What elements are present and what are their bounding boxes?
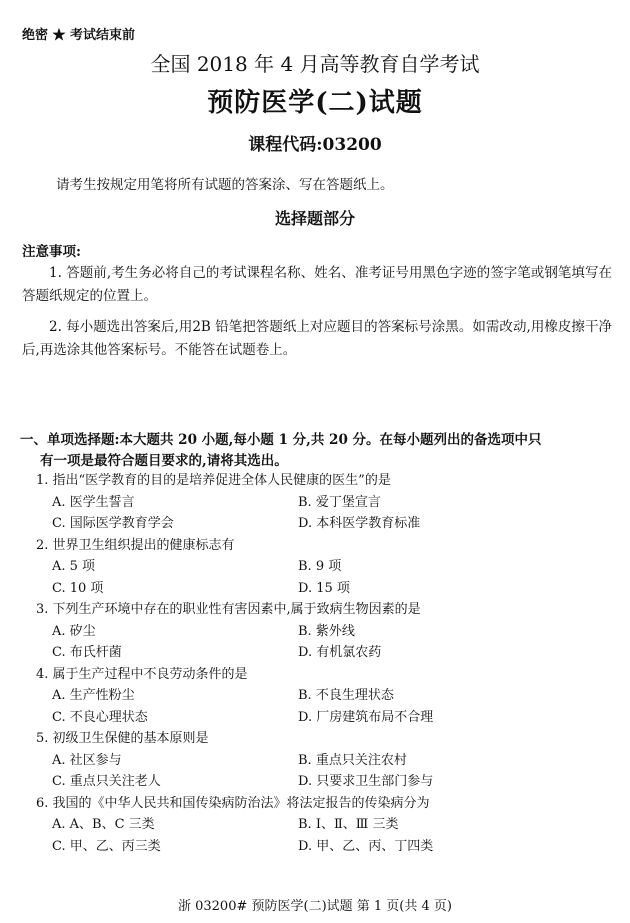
option-c: C. 不良心理状态 [52,709,148,725]
subject-title: 预防医学(二)试题 [207,88,423,118]
option-a: A. A、B、C 三类 [52,817,155,832]
note-item: 2. 每小题选出答案后,用2B 铅笔把答题纸上对应题目的答案标号涂黑。如需改动,用橡皮擦干净后,再选涂其他答案标号。不能答在试题卷上。 [22,319,612,358]
question-stem: 2. 世界卫生组织提出的健康标志有 [36,537,235,553]
page-footer: 浙 03200# 预防医学(二)试题 第 1 页(共 4 页) [177,899,452,914]
section-heading-line: 一、单项选择题:本大题共 20 小题,每小题 1 分,共 20 分。在每小题列出的备选项中只 [20,432,542,448]
option-b: B. 重点只关注农村 [298,752,407,768]
option-d: D. 15 项 [298,580,350,596]
confidential-mark: 绝密 ★ 考试结束前 [22,28,136,43]
option-b: B. 9 项 [298,559,342,574]
option-b: B. 紫外线 [298,623,355,639]
option-b: B. 不良生理状态 [298,688,394,703]
question [36,535,596,600]
question-list [36,470,596,857]
option-d: D. 本科医学教育标准 [298,516,421,531]
course-code: 课程代码:03200 [248,135,382,155]
option-d: D. 只要求卫生部门参与 [298,774,434,789]
question-stem: 5. 初级卫生保健的基本原则是 [36,731,209,746]
option-c: C. 重点只关注老人 [52,774,161,789]
question [36,470,596,535]
option-b: B. 爱丁堡宣言 [298,494,381,510]
option-a: A. 5 项 [52,559,96,574]
option-a: A. 医学生誓言 [52,494,135,510]
option-d: D. 厂房建筑布局不合理 [298,709,434,725]
note-item: 1. 答题前,考生务必将自己的考试课程名称、姓名、准考证号用黑色字迹的签字笔或钢笔填写在答题纸规定的位置上。 [22,265,612,304]
question [36,599,596,664]
option-d: D. 甲、乙、丙、丁四类 [298,838,434,854]
option-c: C. 甲、乙、丙三类 [52,838,161,854]
question [36,664,596,729]
answer-instruction: 请考生按规定用笔将所有试题的答案涂、写在答题纸上。 [56,177,394,193]
option-b: B. Ⅰ、Ⅱ、Ⅲ 三类 [298,817,399,832]
option-d: D. 有机氯农药 [298,645,382,660]
question-stem: 4. 属于生产过程中不良劳动条件的是 [36,666,248,682]
option-c: C. 10 项 [52,580,104,596]
question-stem: 3. 下列生产环境中存在的职业性有害因素中,属于致病生物因素的是 [36,602,421,617]
question [36,793,596,858]
question-stem: 1. 指出“医学教育的目的是培养促进全体人民健康的医生”的是 [36,473,391,488]
exam-title: 全国 2018 年 4 月高等教育自学考试 [150,52,480,76]
option-a: A. 矽尘 [52,623,96,639]
question [36,728,596,793]
option-a: A. 社区参与 [52,752,122,768]
option-c: C. 国际医学教育学会 [52,516,174,531]
question-stem: 6. 我国的《中华人民共和国传染病防治法》将法定报告的传染病分为 [36,795,430,811]
section-heading-line: 有一项是最符合题目要求的,请将其选出。 [40,453,288,469]
notes-heading: 注意事项: [22,244,81,260]
option-c: C. 布氏杆菌 [52,645,122,660]
option-a: A. 生产性粉尘 [52,688,135,703]
section-heading [20,430,610,472]
part-title: 选择题部分 [274,209,355,228]
